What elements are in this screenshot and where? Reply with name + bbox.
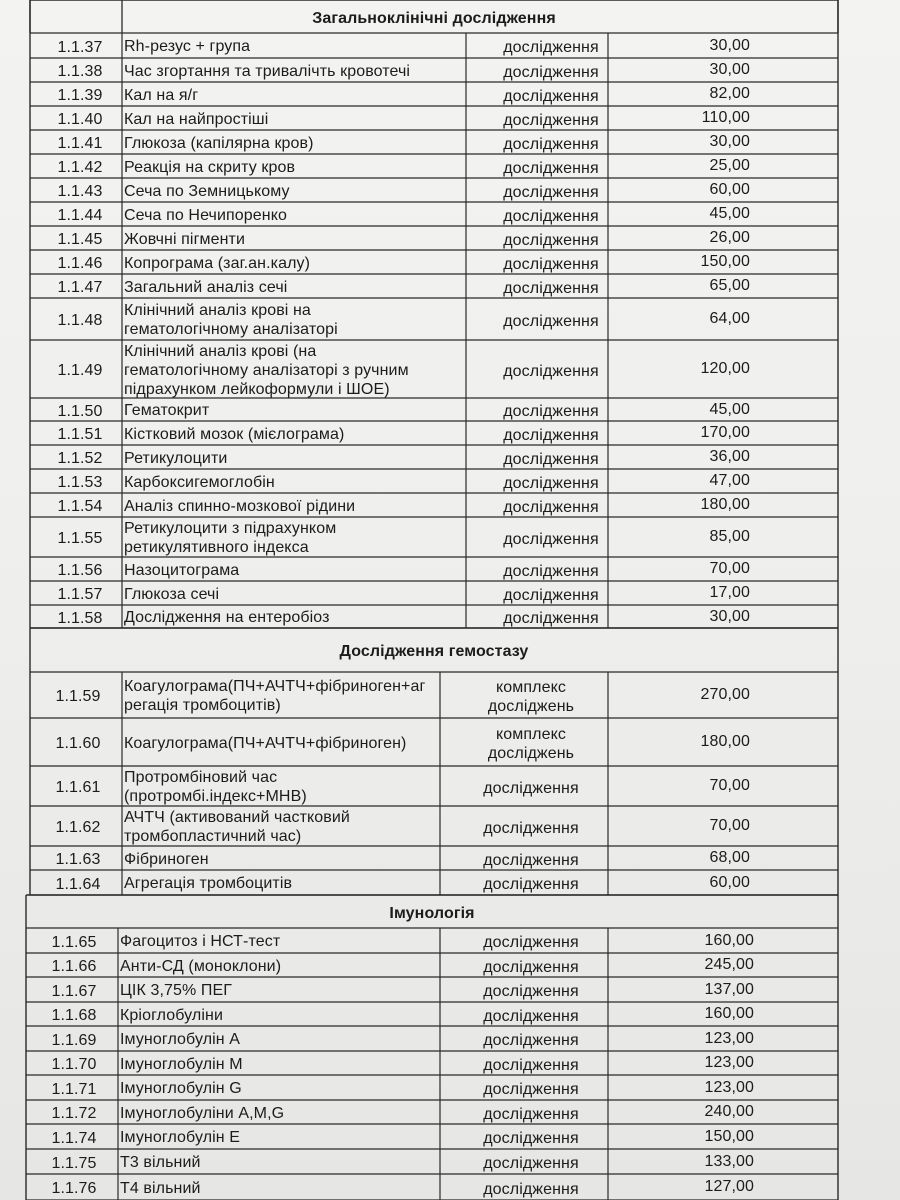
row-code: 1.1.66 bbox=[51, 958, 97, 975]
row-name: Реакція на скриту кров bbox=[124, 158, 296, 176]
row-code: 1.1.40 bbox=[57, 111, 103, 128]
row-name: Час згортання та тривалічть кровотечі bbox=[124, 62, 411, 80]
row-unit: дослідження bbox=[503, 586, 599, 604]
row-code: 1.1.54 bbox=[57, 498, 103, 515]
row-name: Імуноглобулін А bbox=[120, 1031, 241, 1048]
row-name: Жовчні пігменти bbox=[124, 230, 245, 248]
row-name: Копрограма (заг.ан.калу) bbox=[124, 254, 311, 272]
row-name: (протромбі.індекс+МНВ) bbox=[124, 788, 307, 805]
row-unit: дослідження bbox=[503, 63, 599, 81]
row-code: 1.1.55 bbox=[57, 530, 103, 547]
row-price: 123,00 bbox=[704, 1029, 754, 1047]
row-price: 30,00 bbox=[709, 36, 750, 54]
row-unit: дослідження bbox=[503, 231, 599, 249]
row-unit: досліджень bbox=[487, 745, 575, 762]
row-code: 1.1.67 bbox=[51, 982, 97, 1000]
row-price: 17,00 bbox=[709, 584, 750, 601]
row-name: Назоцитограма bbox=[124, 561, 240, 579]
row-price: 68,00 bbox=[709, 849, 750, 866]
row-unit: дослідження bbox=[483, 934, 579, 951]
row-name: Rh-резус + група bbox=[124, 38, 251, 55]
row-name: Імуноглобулін М bbox=[120, 1055, 243, 1073]
row-unit: дослідження bbox=[503, 135, 599, 153]
row-price: 60,00 bbox=[709, 181, 750, 198]
row-price: 150,00 bbox=[704, 1127, 754, 1145]
row-code: 1.1.46 bbox=[57, 255, 103, 272]
row-code: 1.1.65 bbox=[51, 933, 97, 951]
row-price: 60,00 bbox=[709, 873, 750, 891]
row-code: 1.1.38 bbox=[57, 63, 103, 80]
row-price: 160,00 bbox=[704, 931, 754, 949]
row-unit: дослідження bbox=[503, 362, 599, 380]
row-price: 170,00 bbox=[700, 424, 750, 441]
row-unit: дослідження bbox=[503, 403, 599, 420]
row-name: Сеча по Земницькому bbox=[124, 182, 290, 200]
row-name: Коагулограма(ПЧ+АЧТЧ+фібриноген) bbox=[124, 734, 407, 752]
row-name: Глюкоза (капілярна кров) bbox=[124, 134, 314, 152]
row-code: 1.1.41 bbox=[57, 135, 103, 152]
row-code: 1.1.53 bbox=[57, 474, 103, 491]
row-name: Загальний аналіз сечі bbox=[124, 278, 288, 296]
row-code: 1.1.75 bbox=[51, 1154, 97, 1172]
row-name: Клінічний аналіз крові (на bbox=[124, 342, 317, 360]
row-price: 110,00 bbox=[701, 109, 750, 126]
row-price: 180,00 bbox=[700, 496, 750, 513]
row-unit: дослідження bbox=[483, 1007, 579, 1025]
row-price: 45,00 bbox=[709, 400, 750, 418]
row-name: Глюкоза сечі bbox=[124, 585, 220, 603]
row-unit: дослідження bbox=[483, 1056, 579, 1074]
row-name: Фагоцитоз і НСТ-тест bbox=[120, 933, 281, 950]
row-name: Карбоксигемоглобін bbox=[124, 473, 275, 491]
row-price: 25,00 bbox=[709, 157, 750, 174]
row-price: 123,00 bbox=[704, 1078, 754, 1096]
row-name: Кістковий мозок (мієлограма) bbox=[124, 425, 345, 443]
row-name: гематологічному аналізаторі з ручним bbox=[124, 361, 409, 379]
row-name: Агрегація тромбоцитів bbox=[124, 875, 293, 892]
row-name: АЧТЧ (активований частковий bbox=[124, 809, 350, 826]
row-code: 1.1.52 bbox=[57, 450, 103, 467]
row-unit: дослідження bbox=[483, 1180, 579, 1198]
row-unit: комплекс bbox=[496, 726, 566, 743]
row-price: 65,00 bbox=[709, 277, 750, 294]
row-price: 127,00 bbox=[704, 1178, 754, 1195]
row-code: 1.1.72 bbox=[51, 1105, 97, 1122]
row-code: 1.1.64 bbox=[55, 875, 101, 893]
row-code: 1.1.74 bbox=[51, 1129, 97, 1147]
section-title: Дослідження гемостазу bbox=[339, 643, 529, 660]
row-price: 270,00 bbox=[700, 686, 750, 703]
row-unit: дослідження bbox=[503, 159, 599, 177]
row-unit: дослідження bbox=[503, 426, 599, 444]
row-name: Кал на найпростіші bbox=[124, 110, 269, 128]
row-price: 120,00 bbox=[700, 360, 750, 377]
row-code: 1.1.63 bbox=[55, 851, 101, 868]
row-price: 30,00 bbox=[709, 133, 750, 150]
row-code: 1.1.71 bbox=[51, 1080, 97, 1098]
row-code: 1.1.56 bbox=[57, 562, 103, 579]
row-code: 1.1.47 bbox=[57, 279, 103, 296]
row-name: Кал на я/г bbox=[124, 86, 199, 104]
row-name: Аналіз спинно-мозкової рідини bbox=[124, 497, 356, 515]
row-unit: дослідження bbox=[503, 610, 599, 627]
row-price: 70,00 bbox=[709, 777, 750, 794]
row-unit: дослідження bbox=[483, 983, 579, 1000]
row-unit: дослідження bbox=[503, 562, 599, 580]
row-price: 123,00 bbox=[704, 1054, 754, 1071]
row-name: регація тромбоцитів) bbox=[124, 697, 281, 714]
row-name: Гематокрит bbox=[124, 402, 210, 419]
row-price: 160,00 bbox=[704, 1005, 754, 1022]
row-code: 1.1.70 bbox=[51, 1056, 97, 1073]
row-price: 47,00 bbox=[709, 472, 750, 489]
row-unit: дослідження bbox=[483, 958, 579, 976]
row-unit: дослідження bbox=[503, 207, 599, 225]
row-name: Коагулограма(ПЧ+АЧТЧ+фібриноген+аг bbox=[124, 678, 426, 695]
row-name: ретикулятивного індекса bbox=[124, 539, 309, 556]
row-unit: дослідження bbox=[503, 498, 599, 516]
row-name: Протромбіновий час bbox=[124, 769, 278, 786]
row-code: 1.1.43 bbox=[57, 183, 103, 200]
row-price: 70,00 bbox=[709, 560, 750, 577]
row-price: 70,00 bbox=[709, 817, 750, 834]
row-name: ЦІК 3,75% ПЕГ bbox=[120, 982, 232, 999]
row-name: Т4 вільний bbox=[120, 1179, 201, 1197]
row-price: 245,00 bbox=[704, 956, 754, 973]
row-code: 1.1.49 bbox=[57, 362, 103, 379]
row-code: 1.1.44 bbox=[57, 207, 103, 224]
row-code: 1.1.39 bbox=[57, 87, 103, 104]
row-price: 45,00 bbox=[709, 205, 750, 222]
row-code: 1.1.37 bbox=[57, 38, 103, 56]
row-price: 36,00 bbox=[709, 448, 750, 465]
row-name: Клінічний аналіз крові на bbox=[124, 302, 311, 319]
row-unit: комплекс bbox=[496, 679, 566, 696]
row-code: 1.1.51 bbox=[57, 426, 103, 443]
row-name: підрахунком лейкоформули і ШОЕ) bbox=[124, 380, 390, 398]
row-unit: дослідження bbox=[483, 1130, 579, 1147]
row-price: 240,00 bbox=[704, 1103, 754, 1120]
row-code: 1.1.61 bbox=[55, 779, 101, 796]
section-title: Імунологія bbox=[389, 904, 475, 922]
row-price: 30,00 bbox=[709, 61, 750, 78]
row-price: 30,00 bbox=[709, 607, 750, 625]
row-name: Т3 вільний bbox=[120, 1154, 201, 1171]
row-price: 64,00 bbox=[709, 310, 750, 327]
row-name: гематологічному аналізаторі bbox=[124, 321, 338, 338]
row-unit: дослідження bbox=[483, 1155, 579, 1172]
row-code: 1.1.68 bbox=[51, 1007, 97, 1024]
row-unit: дослідження bbox=[483, 1032, 579, 1049]
row-name: Дослідження на ентеробіоз bbox=[124, 609, 330, 626]
row-code: 1.1.48 bbox=[57, 312, 103, 329]
row-price: 85,00 bbox=[709, 528, 750, 545]
row-unit: дослідження bbox=[503, 39, 599, 56]
row-code: 1.1.60 bbox=[55, 735, 101, 752]
row-price: 150,00 bbox=[700, 253, 750, 270]
row-code: 1.1.42 bbox=[57, 159, 103, 176]
row-unit: дослідження bbox=[483, 779, 579, 797]
row-name: тромбопластичний час) bbox=[124, 828, 302, 845]
row-price: 180,00 bbox=[700, 733, 750, 750]
row-unit: дослідження bbox=[503, 183, 599, 201]
row-unit: дослідження bbox=[483, 1081, 579, 1098]
row-code: 1.1.57 bbox=[57, 586, 103, 603]
row-unit: дослідження bbox=[503, 279, 599, 297]
row-price: 26,00 bbox=[709, 229, 750, 246]
row-name: Анти-СД (моноклони) bbox=[120, 957, 282, 975]
row-unit: дослідження bbox=[483, 851, 579, 869]
row-unit: дослідження bbox=[483, 1105, 579, 1123]
row-price: 133,00 bbox=[704, 1152, 754, 1170]
row-price: 137,00 bbox=[704, 980, 754, 998]
row-code: 1.1.59 bbox=[55, 688, 101, 705]
row-name: Фібриноген bbox=[124, 850, 209, 868]
row-name: Імуноглобуліни А,М,G bbox=[120, 1104, 285, 1122]
row-unit: дослідження bbox=[503, 450, 599, 468]
row-name: Кріоглобуліни bbox=[120, 1006, 223, 1024]
row-unit: дослідження bbox=[503, 87, 599, 105]
row-code: 1.1.45 bbox=[57, 231, 103, 248]
row-code: 1.1.50 bbox=[57, 402, 103, 420]
row-code: 1.1.58 bbox=[57, 609, 103, 627]
row-code: 1.1.76 bbox=[51, 1180, 97, 1197]
row-unit: дослідження bbox=[503, 255, 599, 273]
row-name: Ретикулоцити з підрахунком bbox=[124, 520, 337, 537]
row-unit: дослідження bbox=[483, 876, 579, 893]
row-name: Імуноглобулін G bbox=[120, 1080, 242, 1097]
row-unit: дослідження bbox=[503, 111, 599, 129]
row-unit: дослідження bbox=[503, 312, 599, 330]
row-code: 1.1.62 bbox=[55, 819, 101, 836]
row-name: Імуноглобулін Е bbox=[120, 1129, 241, 1146]
row-name: Сеча по Нечипоренко bbox=[124, 206, 287, 224]
row-price: 82,00 bbox=[709, 85, 750, 102]
row-name: Ретикулоцити bbox=[124, 449, 228, 467]
row-unit: досліджень bbox=[487, 698, 575, 715]
row-unit: дослідження bbox=[503, 530, 599, 548]
row-unit: дослідження bbox=[483, 819, 579, 837]
row-code: 1.1.69 bbox=[51, 1031, 97, 1049]
section-title: Загальноклінічні дослідження bbox=[312, 9, 556, 27]
row-unit: дослідження bbox=[503, 474, 599, 492]
